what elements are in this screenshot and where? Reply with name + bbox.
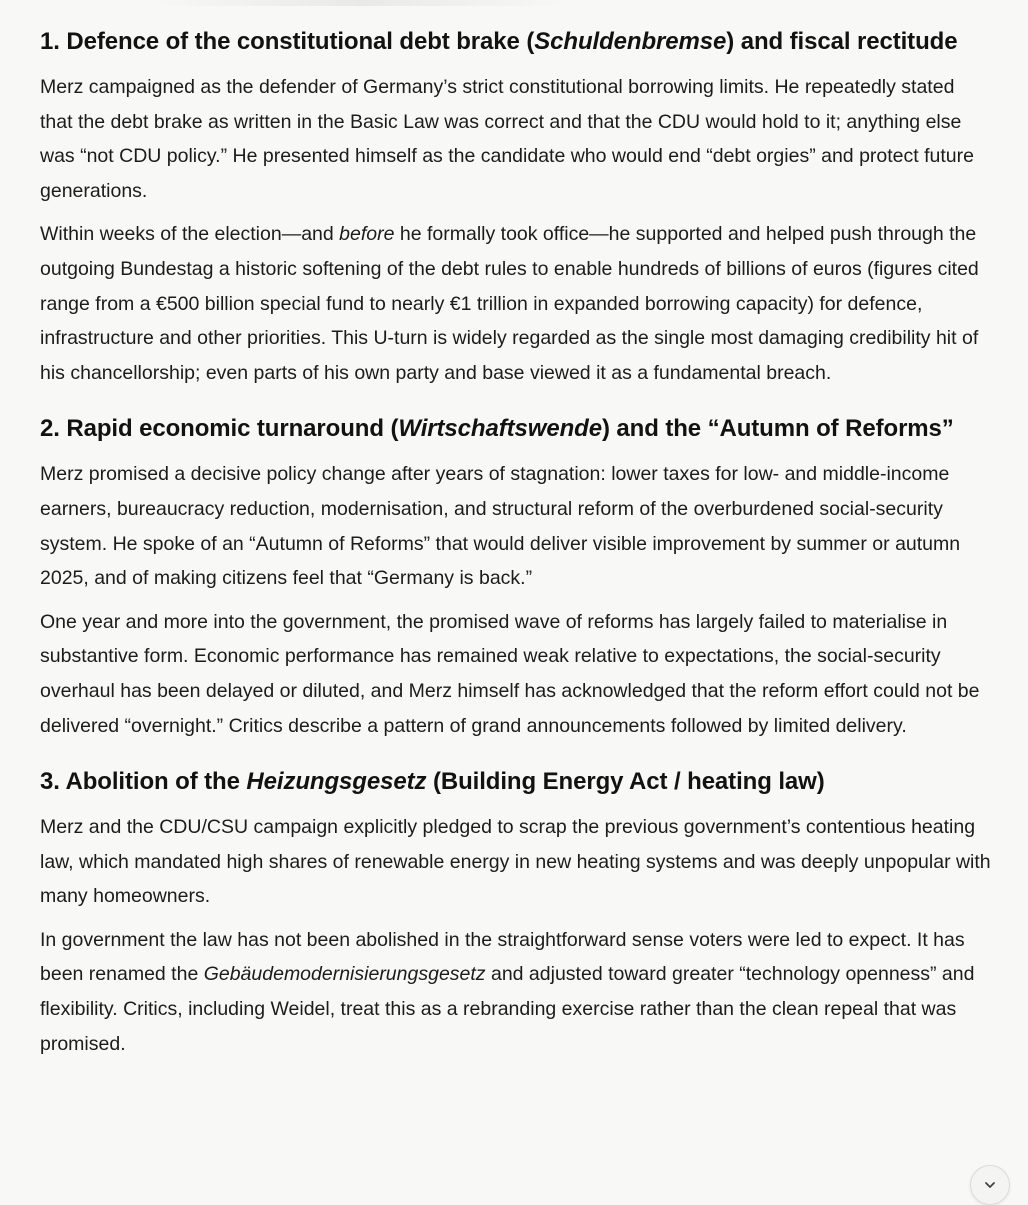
heading-emphasis: Schuldenbremse <box>534 28 727 55</box>
heading-emphasis: Heizungsgesetz <box>246 768 427 796</box>
paragraph-text: and adjusted toward greater “technology openness” and flexibility. Critics, including Weidel, treat this as a rebranding exercise rather than the clean repeal that was promised. <box>40 963 975 1055</box>
heading-text: (Building Energy Act / heating law) <box>426 768 825 796</box>
scroll-to-bottom-button[interactable] <box>970 1165 1010 1205</box>
top-fade <box>150 0 570 6</box>
section-heading <box>40 411 992 446</box>
article-content <box>40 24 992 1082</box>
paragraph: One year and more into the government, the promised wave of reforms has largely failed to materialise in substantive form. Economic performance has remained weak relative to expectations, the social-security overhaul has been delayed or diluted, and Merz himself has acknowledged that the reform effort could not be delivered “overnight.” Critics describe a pattern of grand announcements followed by limited delivery. <box>40 610 980 737</box>
paragraph-text: In government the law has not been abolished in the straightforward sense voters were led to expect. It has been renamed the <box>40 928 965 986</box>
paragraph: Merz campaigned as the defender of Germany’s strict constitutional borrowing limits. He repeatedly stated that the debt brake as written in the Basic Law was correct and that the CDU would hold to it; anything else was “not CDU policy.” He presented himself as the candidate who would end “debt orgies” and protect future generations. <box>40 76 974 202</box>
heading-text: ) and fiscal rectitude <box>726 28 958 55</box>
section-debt-brake <box>40 24 992 390</box>
section-economic-turnaround <box>40 411 992 743</box>
paragraph <box>40 923 992 1061</box>
section-heading <box>40 764 992 799</box>
paragraph-text: Within weeks of the election—and <box>40 223 340 246</box>
heading-text: ) and the “Autumn of Reforms” <box>601 415 954 443</box>
paragraph: Merz promised a decisive policy change after years of stagnation: lower taxes for low- and middle-income earners, bureaucracy reduction, modernisation, and structural reform of the overburdened social-security system. He spoke of an “Autumn of Reforms” that would deliver visible improvement by summer or autumn 2025, and of making citizens feel that “Germany is back.” <box>40 463 961 590</box>
section-heading <box>40 24 992 59</box>
paragraph-text: he formally took office—he supported and helped push through the outgoing Bundestag a historic softening of the debt rules to enable hundreds of billions of euros (figures cited range from a €500 billion special fund to nearly €1 trillion in expanded borrowing capacity) for defence, infrastructure and other priorities. This U-turn is widely regarded as the single most damaging credibility hit of his chancellorship; even parts of his own party and base viewed it as a fundamental breach. <box>40 223 979 384</box>
paragraph: Merz and the CDU/CSU campaign explicitly pledged to scrap the previous government’s contentious heating law, which mandated high shares of renewable energy in new heating systems and was deeply unpopular with many homeowners. <box>40 816 991 908</box>
paragraph-emphasis: Gebäudemodernisierungsgesetz <box>203 963 486 986</box>
heading-text: 2. Rapid economic turnaround ( <box>40 415 399 443</box>
paragraph-emphasis: before <box>339 223 395 246</box>
heading-emphasis: Wirtschaftswende <box>398 415 602 443</box>
paragraph <box>40 217 992 390</box>
section-heating-law <box>40 764 992 1061</box>
heading-text: 1. Defence of the constitutional debt brake ( <box>40 28 535 55</box>
chevron-down-icon <box>982 1177 998 1193</box>
heading-text: 3. Abolition of the <box>40 768 247 796</box>
